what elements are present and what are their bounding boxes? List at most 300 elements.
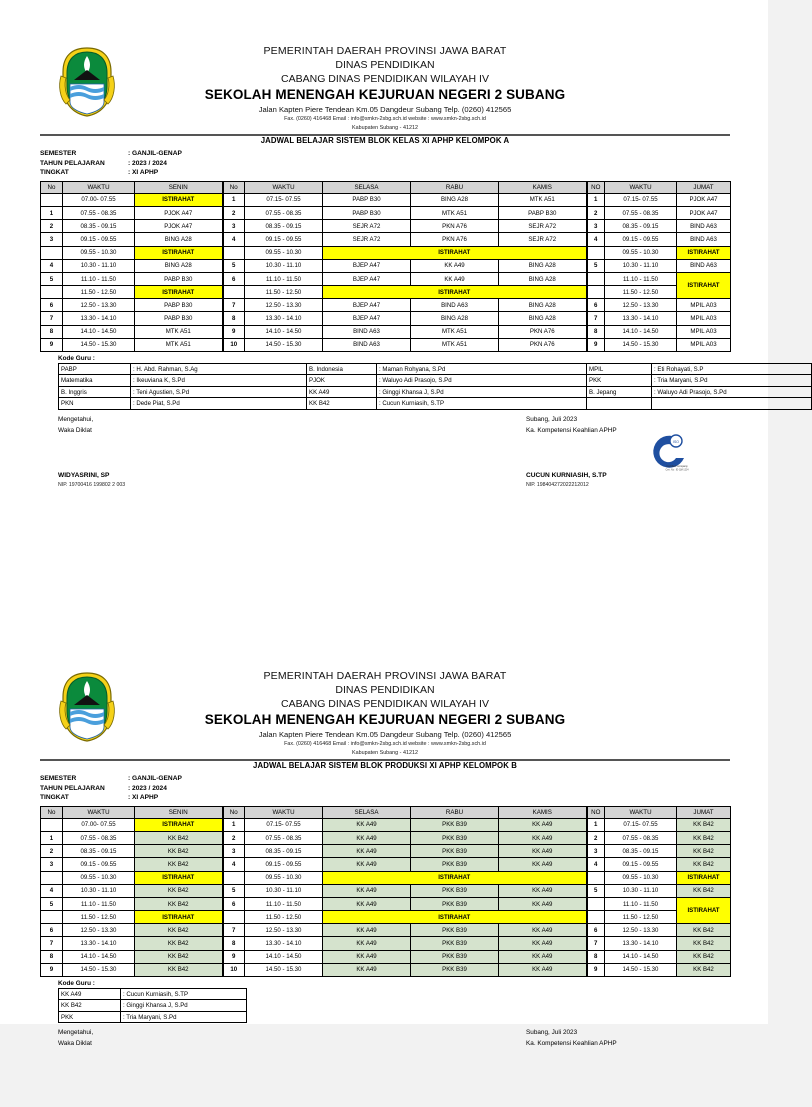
svg-text:ISO: ISO xyxy=(673,439,679,444)
teacher-name: : Waluyo Adi Prasojo, S.Pd xyxy=(377,375,587,386)
column-header-waktu-4: WAKTU xyxy=(245,806,323,818)
row-number-senin: 4 xyxy=(41,884,63,897)
subject-senin: KK B42 xyxy=(135,884,223,897)
time-jumat: 14.10 - 14.50 xyxy=(605,950,677,963)
branch-line: CABANG DINAS PENDIDIKAN WILAYAH IV xyxy=(281,698,489,710)
time-jumat: 11.50 - 12.50 xyxy=(605,911,677,924)
teacher-name xyxy=(652,398,812,409)
teacher-code: B. Indonesia xyxy=(307,364,377,375)
school-name: SEKOLAH MENENGAH KEJURUAN NEGERI 2 SUBANG xyxy=(204,87,566,102)
address-line: Jalan Kapten Piere Tendean Km.05 Dangdeur Subang Telp. (0260) 412565 xyxy=(258,105,512,114)
right-signer-nip: NIP. 198404272022212012 xyxy=(526,481,589,488)
mengetahui-label: Mengetahui, xyxy=(58,415,94,423)
time-senin: 09.55 - 10.30 xyxy=(63,246,135,259)
schedule-row xyxy=(41,259,731,272)
schedule-row xyxy=(41,220,731,233)
table-header-row xyxy=(41,806,731,818)
teacher-name: : Teni Agustien, S.Pd xyxy=(131,386,307,397)
subject-jumat: MPIL A03 xyxy=(677,312,731,325)
subject-kamis: KK A49 xyxy=(499,831,587,844)
subject-rabu: PKK B39 xyxy=(411,937,499,950)
address-line: Jalan Kapten Piere Tendean Km.05 Dangdeur Subang Telp. (0260) 412565 xyxy=(258,730,512,739)
subject-selasa: PABP B30 xyxy=(323,206,411,219)
subject-selasa: BJEP A47 xyxy=(323,259,411,272)
subject-mid-break: ISTIRAHAT xyxy=(323,871,587,884)
subject-rabu: PKK B39 xyxy=(411,884,499,897)
subject-rabu: PKK B39 xyxy=(411,845,499,858)
time-jumat: 09.15 - 09.55 xyxy=(605,858,677,871)
time-mid: 11.50 - 12.50 xyxy=(245,286,323,299)
subject-kamis: BING A28 xyxy=(499,312,587,325)
subject-selasa: KK A49 xyxy=(323,937,411,950)
time-mid: 07.15- 07.55 xyxy=(245,193,323,206)
subject-selasa: KK A49 xyxy=(323,831,411,844)
teacher-code-table-b xyxy=(58,988,247,1023)
meta-value: : XI APHP xyxy=(128,794,159,802)
column-header-senin-2: SENIN xyxy=(135,806,223,818)
row-number-mid: 6 xyxy=(223,272,245,285)
teacher-code-body xyxy=(59,989,247,1023)
meta-label: SEMESTER xyxy=(40,150,77,157)
row-number-senin: 4 xyxy=(41,259,63,272)
column-header-waktu-1: WAKTU xyxy=(63,181,135,193)
row-number-mid: 1 xyxy=(223,193,245,206)
place-date-label: Subang, Juli 2023 xyxy=(526,1029,578,1037)
time-mid: 11.10 - 11.50 xyxy=(245,897,323,910)
column-header-no-3: No xyxy=(223,806,245,818)
row-number-senin xyxy=(41,871,63,884)
time-senin: 14.50 - 15.30 xyxy=(63,338,135,351)
subject-kamis: BING A28 xyxy=(499,272,587,285)
schedule-row xyxy=(41,286,731,299)
row-number-senin xyxy=(41,193,63,206)
row-number-jumat: 5 xyxy=(587,884,605,897)
government-line: PEMERINTAH DAERAH PROVINSI JAWA BARAT xyxy=(263,670,507,682)
time-senin: 07.00- 07.55 xyxy=(63,193,135,206)
subject-kamis: KK A49 xyxy=(499,818,587,831)
schedule-row xyxy=(41,845,731,858)
row-number-jumat: 4 xyxy=(587,233,605,246)
subject-jumat: PJOK A47 xyxy=(677,193,731,206)
row-number-jumat: 9 xyxy=(587,338,605,351)
subject-jumat: KK B42 xyxy=(677,924,731,937)
column-header-no-0: No xyxy=(41,181,63,193)
time-jumat: 14.50 - 15.30 xyxy=(605,963,677,976)
row-number-senin: 1 xyxy=(41,206,63,219)
teacher-code-row xyxy=(59,364,812,375)
row-number-mid: 7 xyxy=(223,299,245,312)
subject-jumat: KK B42 xyxy=(677,845,731,858)
time-mid: 08.35 - 09.15 xyxy=(245,220,323,233)
column-header-waktu-1: WAKTU xyxy=(63,806,135,818)
contact-line: Fax. (0260) 416468 Email : info@smkn-2sbg.sch.id website : www.smkn-2sbg.sch.id xyxy=(284,116,486,122)
teacher-code: KK A49 xyxy=(59,989,121,1000)
time-jumat: 10.30 - 11.10 xyxy=(605,884,677,897)
time-mid: 08.35 - 09.15 xyxy=(245,845,323,858)
time-mid: 07.55 - 08.35 xyxy=(245,206,323,219)
subject-selasa: KK A49 xyxy=(323,950,411,963)
time-senin: 11.50 - 12.50 xyxy=(63,911,135,924)
column-header-selasa-5: SELASA xyxy=(323,806,411,818)
subject-senin: KK B42 xyxy=(135,937,223,950)
subject-senin: PJOK A47 xyxy=(135,206,223,219)
subject-kamis: KK A49 xyxy=(499,845,587,858)
time-senin: 07.55 - 08.35 xyxy=(63,831,135,844)
schedule-table-a xyxy=(40,181,731,352)
subject-rabu: BIND A63 xyxy=(411,299,499,312)
time-jumat: 07.15- 07.55 xyxy=(605,818,677,831)
time-jumat: 11.10 - 11.50 xyxy=(605,897,677,910)
schedule-row xyxy=(41,299,731,312)
subject-kamis: BING A28 xyxy=(499,299,587,312)
row-number-mid xyxy=(223,911,245,924)
time-jumat: 09.55 - 10.30 xyxy=(605,871,677,884)
signature-block-a xyxy=(58,414,718,494)
teacher-name: : Maman Rohyana, S.Pd xyxy=(377,364,587,375)
subject-rabu: KK A49 xyxy=(411,259,499,272)
column-header-no-3: No xyxy=(223,181,245,193)
meta-value: : GANJIL-GENAP xyxy=(128,150,182,157)
subject-selasa: BJEP A47 xyxy=(323,312,411,325)
schedule-row xyxy=(41,233,731,246)
subject-rabu: KK A49 xyxy=(411,272,499,285)
subject-jumat: KK B42 xyxy=(677,858,731,871)
teacher-code: KK B42 xyxy=(59,1000,121,1011)
meta-row xyxy=(40,784,730,794)
teacher-name: : Waluyo Adi Prasojo, S.Pd xyxy=(652,386,812,397)
subject-jumat: KK B42 xyxy=(677,818,731,831)
teacher-name: : Tria Maryani, S.Pd xyxy=(652,375,812,386)
subject-senin: ISTIRAHAT xyxy=(135,871,223,884)
department-line: DINAS PENDIDIKAN xyxy=(335,684,435,696)
subject-selasa: BIND A63 xyxy=(323,338,411,351)
row-number-mid: 8 xyxy=(223,312,245,325)
teacher-code-row xyxy=(59,989,247,1000)
teacher-code: Matematika xyxy=(59,375,131,386)
row-number-senin: 5 xyxy=(41,272,63,285)
column-header-no-0: No xyxy=(41,806,63,818)
subject-rabu: PKK B39 xyxy=(411,831,499,844)
row-number-jumat xyxy=(587,246,605,259)
row-number-senin: 8 xyxy=(41,325,63,338)
time-senin: 14.10 - 14.50 xyxy=(63,325,135,338)
time-mid: 13.30 - 14.10 xyxy=(245,937,323,950)
government-line: PEMERINTAH DAERAH PROVINSI JAWA BARAT xyxy=(263,45,507,57)
mengetahui-label: Mengetahui, xyxy=(58,1029,94,1037)
row-number-senin: 5 xyxy=(41,897,63,910)
subject-senin: MTK A51 xyxy=(135,325,223,338)
row-number-jumat: 8 xyxy=(587,950,605,963)
kode-guru-label-b: Kode Guru : xyxy=(58,980,95,988)
subject-jumat: BIND A63 xyxy=(677,259,731,272)
schedule-row xyxy=(41,937,731,950)
subject-senin: PJOK A47 xyxy=(135,220,223,233)
subject-jumat: MPIL A03 xyxy=(677,338,731,351)
column-header-kamis-7: KAMIS xyxy=(499,806,587,818)
subject-kamis: KK A49 xyxy=(499,937,587,950)
teacher-code-row xyxy=(59,398,812,409)
time-senin: 13.30 - 14.10 xyxy=(63,312,135,325)
subject-kamis: PABP B30 xyxy=(499,206,587,219)
column-header-rabu-6: RABU xyxy=(411,806,499,818)
subject-kamis: SEJR A72 xyxy=(499,220,587,233)
column-header-no-8: NO xyxy=(587,181,605,193)
time-senin: 11.10 - 11.50 xyxy=(63,272,135,285)
row-number-senin: 1 xyxy=(41,831,63,844)
meta-block-b xyxy=(40,774,730,803)
meta-row xyxy=(40,149,730,159)
iso-certification-stamp-icon xyxy=(646,432,690,476)
subject-mid-break: ISTIRAHAT xyxy=(323,286,587,299)
row-number-mid: 2 xyxy=(223,206,245,219)
subject-jumat: ISTIRAHAT xyxy=(677,272,731,298)
row-number-mid: 9 xyxy=(223,950,245,963)
subject-jumat: PJOK A47 xyxy=(677,206,731,219)
row-number-jumat: 3 xyxy=(587,220,605,233)
row-number-mid: 7 xyxy=(223,924,245,937)
time-mid: 10.30 - 11.10 xyxy=(245,259,323,272)
row-number-senin: 8 xyxy=(41,950,63,963)
schedule-row xyxy=(41,325,731,338)
table-header-row xyxy=(41,181,731,193)
time-mid: 13.30 - 14.10 xyxy=(245,312,323,325)
time-senin: 07.55 - 08.35 xyxy=(63,206,135,219)
row-number-mid: 4 xyxy=(223,233,245,246)
time-senin: 10.30 - 11.10 xyxy=(63,884,135,897)
header-divider xyxy=(40,134,730,136)
subject-selasa: KK A49 xyxy=(323,897,411,910)
meta-label: TINGKAT xyxy=(40,794,69,802)
teacher-code: PKK xyxy=(59,1011,121,1022)
column-header-rabu-6: RABU xyxy=(411,181,499,193)
subject-selasa: KK A49 xyxy=(323,884,411,897)
time-mid: 12.50 - 13.30 xyxy=(245,299,323,312)
branch-line: CABANG DINAS PENDIDIKAN WILAYAH IV xyxy=(281,73,489,85)
subject-kamis: KK A49 xyxy=(499,924,587,937)
west-java-provincial-emblem-icon xyxy=(58,671,116,743)
time-mid: 07.15- 07.55 xyxy=(245,818,323,831)
svg-text:Cert. No : ID-QM-1234: Cert. No : ID-QM-1234 xyxy=(665,469,689,472)
subject-senin: KK B42 xyxy=(135,963,223,976)
schedule-row xyxy=(41,858,731,871)
time-mid: 09.15 - 09.55 xyxy=(245,858,323,871)
table-body xyxy=(41,818,731,976)
time-mid: 12.50 - 13.30 xyxy=(245,924,323,937)
schedule-document-a xyxy=(40,42,730,494)
row-number-mid: 10 xyxy=(223,963,245,976)
time-mid: 11.50 - 12.50 xyxy=(245,911,323,924)
teacher-code: B. Jepang xyxy=(587,386,652,397)
time-jumat: 13.30 - 14.10 xyxy=(605,312,677,325)
subject-rabu: MTK A51 xyxy=(411,338,499,351)
row-number-jumat: 7 xyxy=(587,937,605,950)
subject-kamis: MTK A51 xyxy=(499,193,587,206)
subject-senin: ISTIRAHAT xyxy=(135,246,223,259)
teacher-code xyxy=(587,398,652,409)
left-signer-nip: NIP. 19700416 199802 2 003 xyxy=(58,481,126,488)
time-senin: 11.10 - 11.50 xyxy=(63,897,135,910)
subject-senin: KK B42 xyxy=(135,950,223,963)
teacher-code: B. Inggris xyxy=(59,386,131,397)
row-number-senin: 7 xyxy=(41,312,63,325)
position-label: Ka. Kompetensi Keahlian APHP xyxy=(526,1040,617,1048)
teacher-name: : Ginggi Khansa J, S.Pd xyxy=(121,1000,247,1011)
signature-block-b xyxy=(58,1027,718,1107)
teacher-name: : Cucun Kurniasih, S.TP xyxy=(121,989,247,1000)
subject-jumat: MPIL A03 xyxy=(677,299,731,312)
row-number-mid: 10 xyxy=(223,338,245,351)
subject-selasa: BJEP A47 xyxy=(323,299,411,312)
column-header-waktu-9: WAKTU xyxy=(605,181,677,193)
waka-diklat-label: Waka Diklat xyxy=(58,426,92,434)
meta-value: : 2023 / 2024 xyxy=(128,784,167,792)
subject-rabu: BING A28 xyxy=(411,312,499,325)
column-header-senin-2: SENIN xyxy=(135,181,223,193)
subject-senin: MTK A51 xyxy=(135,338,223,351)
header-divider xyxy=(40,759,730,761)
schedule-row xyxy=(41,338,731,351)
place-date-label: Subang, Juli 2023 xyxy=(526,415,578,423)
subject-rabu: PKK B39 xyxy=(411,924,499,937)
column-header-kamis-7: KAMIS xyxy=(499,181,587,193)
row-number-jumat: 5 xyxy=(587,259,605,272)
row-number-mid: 6 xyxy=(223,897,245,910)
row-number-mid xyxy=(223,246,245,259)
subject-kamis: KK A49 xyxy=(499,858,587,871)
subject-jumat: KK B42 xyxy=(677,831,731,844)
time-mid: 11.10 - 11.50 xyxy=(245,272,323,285)
teacher-name: : Eti Rohayati, S.P xyxy=(652,364,812,375)
subject-jumat: KK B42 xyxy=(677,963,731,976)
schedule-row xyxy=(41,206,731,219)
schedule-row xyxy=(41,884,731,897)
schedule-row xyxy=(41,831,731,844)
teacher-name: : Ikeuviana K, S.Pd xyxy=(131,375,307,386)
meta-label: TAHUN PELAJARAN xyxy=(40,784,105,792)
position-label: Ka. Kompetensi Keahlian APHP xyxy=(526,426,617,434)
subject-jumat: ISTIRAHAT xyxy=(677,871,731,884)
teacher-code: PKN xyxy=(59,398,131,409)
time-jumat: 14.10 - 14.50 xyxy=(605,325,677,338)
subject-jumat: BIND A63 xyxy=(677,220,731,233)
schedule-row xyxy=(41,272,731,285)
row-number-senin xyxy=(41,911,63,924)
teacher-code-row xyxy=(59,386,812,397)
teacher-name: : H. Abd. Rahman, S.Ag xyxy=(131,364,307,375)
teacher-code: MPIL xyxy=(587,364,652,375)
subject-senin: PABP B30 xyxy=(135,312,223,325)
row-number-mid: 3 xyxy=(223,845,245,858)
meta-block-a xyxy=(40,149,730,178)
subject-selasa: PABP B30 xyxy=(323,193,411,206)
letterhead-a xyxy=(40,42,730,134)
row-number-senin: 2 xyxy=(41,220,63,233)
subject-jumat: KK B42 xyxy=(677,884,731,897)
schedule-row xyxy=(41,897,731,910)
subject-mid-break: ISTIRAHAT xyxy=(323,911,587,924)
row-number-senin: 9 xyxy=(41,338,63,351)
subject-selasa: KK A49 xyxy=(323,924,411,937)
column-header-waktu-9: WAKTU xyxy=(605,806,677,818)
row-number-jumat: 6 xyxy=(587,299,605,312)
row-number-jumat: 2 xyxy=(587,831,605,844)
time-senin: 12.50 - 13.30 xyxy=(63,299,135,312)
row-number-jumat xyxy=(587,272,605,285)
column-header-no-8: NO xyxy=(587,806,605,818)
signature-left-a xyxy=(58,414,126,488)
row-number-senin: 3 xyxy=(41,858,63,871)
time-jumat: 08.35 - 09.15 xyxy=(605,845,677,858)
time-jumat: 07.55 - 08.35 xyxy=(605,206,677,219)
subject-selasa: BIND A63 xyxy=(323,325,411,338)
teacher-code-table-a xyxy=(58,363,812,410)
subject-selasa: KK A49 xyxy=(323,963,411,976)
time-senin: 09.15 - 09.55 xyxy=(63,858,135,871)
subject-kamis: BING A28 xyxy=(499,259,587,272)
time-jumat: 12.50 - 13.30 xyxy=(605,924,677,937)
row-number-senin xyxy=(41,286,63,299)
right-signer-name: CUCUN KURNIASIH, S.TP xyxy=(526,471,607,479)
subject-rabu: PKK B39 xyxy=(411,897,499,910)
subject-senin: ISTIRAHAT xyxy=(135,911,223,924)
time-senin: 12.50 - 13.30 xyxy=(63,924,135,937)
schedule-row xyxy=(41,950,731,963)
meta-label: TAHUN PELAJARAN xyxy=(40,159,105,167)
subject-senin: KK B42 xyxy=(135,845,223,858)
column-header-waktu-4: WAKTU xyxy=(245,181,323,193)
schedule-document-b xyxy=(40,667,730,1107)
subject-rabu: PKK B39 xyxy=(411,950,499,963)
subject-selasa: BJEP A47 xyxy=(323,272,411,285)
row-number-jumat: 8 xyxy=(587,325,605,338)
time-senin: 10.30 - 11.10 xyxy=(63,259,135,272)
time-mid: 14.50 - 15.30 xyxy=(245,963,323,976)
teacher-code-row xyxy=(59,375,812,386)
subject-selasa: KK A49 xyxy=(323,818,411,831)
time-senin: 09.55 - 10.30 xyxy=(63,871,135,884)
time-senin: 08.35 - 09.15 xyxy=(63,845,135,858)
subject-rabu: PKK B39 xyxy=(411,963,499,976)
row-number-mid: 5 xyxy=(223,259,245,272)
time-jumat: 11.50 - 12.50 xyxy=(605,286,677,299)
subject-rabu: PKN A76 xyxy=(411,220,499,233)
time-jumat: 13.30 - 14.10 xyxy=(605,937,677,950)
subject-senin: KK B42 xyxy=(135,924,223,937)
schedule-table-b xyxy=(40,806,731,977)
subject-senin: BING A28 xyxy=(135,259,223,272)
row-number-jumat: 1 xyxy=(587,193,605,206)
schedule-row xyxy=(41,193,731,206)
contact-line: Fax. (0260) 416468 Email : info@smkn-2sbg.sch.id website : www.smkn-2sbg.sch.id xyxy=(284,741,486,747)
subject-kamis: KK A49 xyxy=(499,950,587,963)
time-jumat: 10.30 - 11.10 xyxy=(605,259,677,272)
time-senin: 14.50 - 15.30 xyxy=(63,963,135,976)
subject-kamis: SEJR A72 xyxy=(499,233,587,246)
row-number-mid: 3 xyxy=(223,220,245,233)
column-header-jumat-10: JUMAT xyxy=(677,806,731,818)
schedule-row xyxy=(41,818,731,831)
meta-row xyxy=(40,774,730,784)
time-jumat: 12.50 - 13.30 xyxy=(605,299,677,312)
row-number-jumat: 1 xyxy=(587,818,605,831)
time-jumat: 08.35 - 09.15 xyxy=(605,220,677,233)
time-mid: 14.10 - 14.50 xyxy=(245,950,323,963)
subject-senin: KK B42 xyxy=(135,858,223,871)
schedule-row xyxy=(41,871,731,884)
table-body xyxy=(41,193,731,351)
subject-rabu: MTK A51 xyxy=(411,206,499,219)
kode-guru-label-a: Kode Guru : xyxy=(58,355,95,363)
